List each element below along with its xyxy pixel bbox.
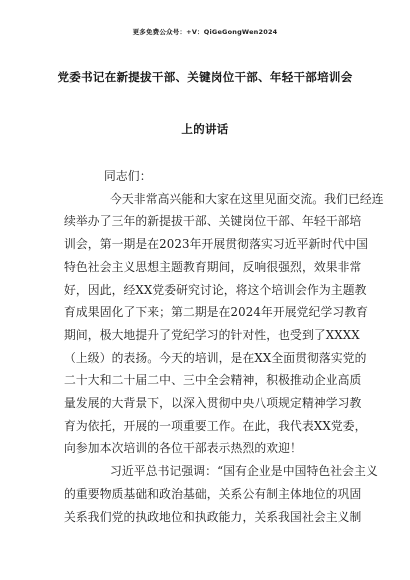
paragraph-line: 训会，第一期是在2023年开展贯彻落实习近平新时代中国 (64, 237, 369, 252)
document-title-line-2: 上的讲话 (181, 122, 229, 136)
paragraph-2 (64, 460, 378, 528)
paragraph-line: 关系我们党的执政地位和执政能力，关系我国社会主义制 (64, 509, 362, 524)
paragraph-line: 育为依托，开展的一项重要工作。在此，我代表XX党委， (64, 418, 367, 433)
paragraph-1 (64, 188, 384, 460)
paragraph-line: （上级）的表扬。今天的培训，是在XX全面贯彻落实党的 (64, 350, 367, 365)
document-title-line-1: 党委书记在新提拔干部、关键岗位干部、年轻干部培训会 (57, 70, 353, 84)
document-body (64, 165, 384, 528)
paragraph-line: 好，因此，经XX党委研究讨论，将这个培训会作为主题教 (64, 282, 367, 297)
paragraph-line: 向参加本次培训的各位干部表示热烈的欢迎！ (64, 441, 302, 456)
paragraph-line: 二十大和二十届二中、三中全会精神，积极推动企业高质 (64, 373, 362, 388)
paragraph-line: 今天非常高兴能和大家在这里见面交流。我们已经连 (110, 191, 384, 206)
paragraph-line: 的重要物质基础和政治基础，关系公有制主体地位的巩固 (64, 486, 362, 501)
header-note: 更多免费公众号：+V：QiGeGongWen2024 (132, 28, 278, 36)
paragraph-line: 育成果固化了下来；第二期是在2024年开展党纪学习教育 (64, 305, 369, 320)
paragraph-line: 期间，极大地提升了党纪学习的针对性，也受到了XXXX (64, 327, 360, 342)
paragraph-line: 续举办了三年的新提拔干部、关键岗位干部、年轻干部培 (64, 214, 362, 229)
paragraph-line: 习近平总书记强调：“国有企业是中国特色社会主义 (110, 464, 378, 479)
greeting: 同志们： (104, 169, 152, 183)
paragraph-line: 特色社会主义思想主题教育期间，反响很强烈，效果非常 (64, 259, 362, 274)
paragraph-line: 量发展的大背景下，以深入贯彻中央八项规定精神学习教 (64, 396, 362, 411)
